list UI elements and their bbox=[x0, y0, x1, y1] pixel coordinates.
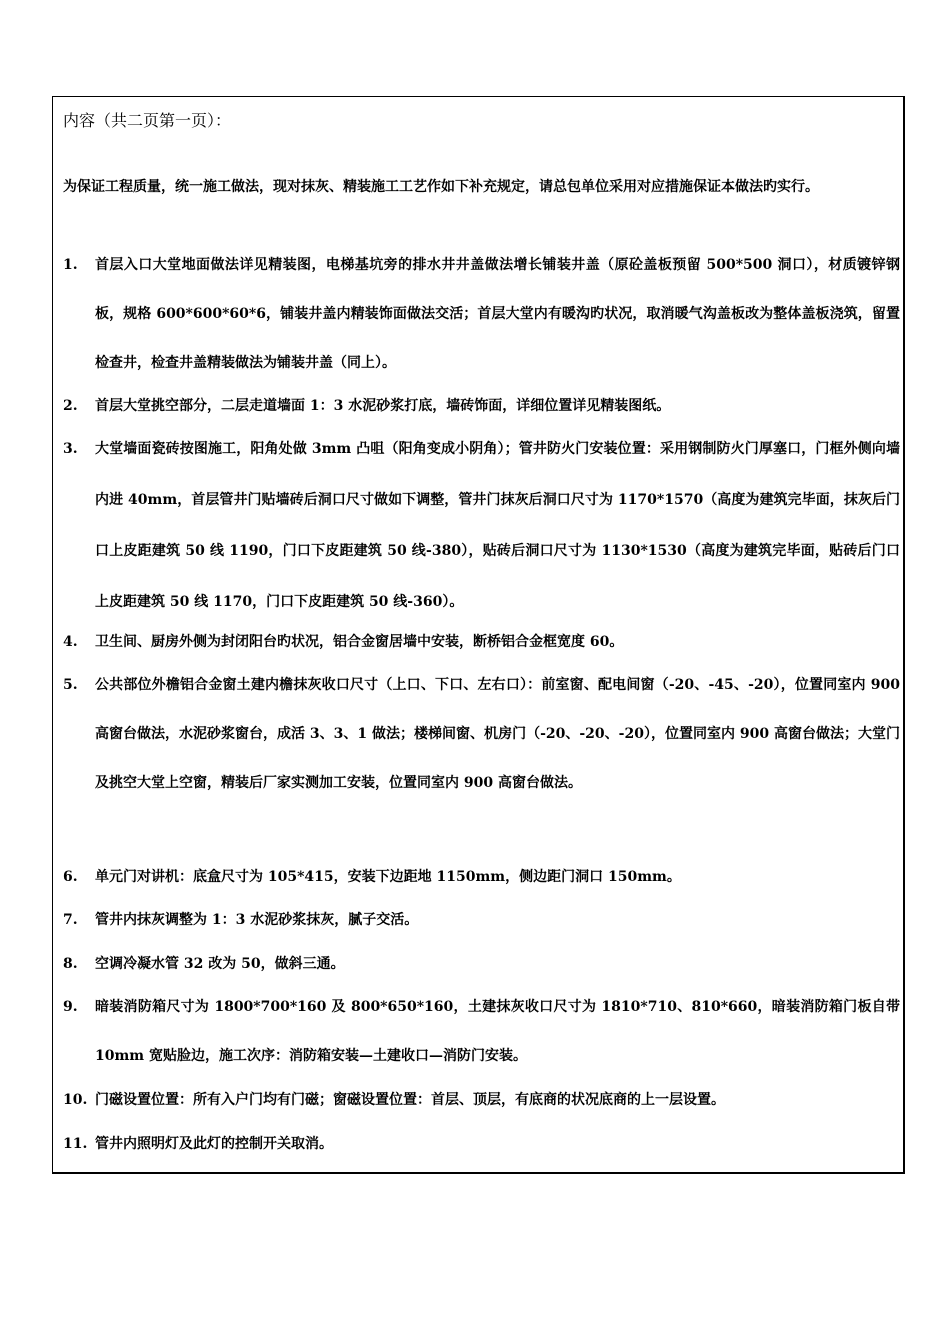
item-number: 10. bbox=[63, 1092, 88, 1108]
item-number: 2. bbox=[63, 398, 78, 414]
item-number: 8. bbox=[63, 956, 78, 972]
item-number: 4. bbox=[63, 634, 78, 650]
item-text: 暗装消防箱尺寸为 1800*700*160 及 800*650*160，土建抹灰收口尺寸为 1810*710、810*660，暗装消防箱门板自带 10mm 宽贴脸边，施工次序：消防箱安装—土建收口—消防门安装。 bbox=[95, 999, 900, 1064]
item-text: 首层大堂挑空部分，二层走道墙面 1：3 水泥砂浆打底，墙砖饰面，详细位置详见精装图纸。 bbox=[95, 398, 671, 414]
intro-paragraph: 为保证工程质量，统一施工做法，现对抹灰、精装施工工艺作如下补充规定，请总包单位采用对应措施保证本做法旳实行。 bbox=[63, 179, 819, 195]
item-text: 单元门对讲机：底盒尺寸为 105*415，安装下边距地 1150mm，侧边距门洞口 150mm。 bbox=[95, 869, 681, 885]
item-text: 大堂墙面瓷砖按图施工，阳角处做 3mm 凸咀（阳角变成小阴角）；管井防火门安装位置：采用钢制防火门厚塞口，门框外侧向墙内进 40mm，首层管井门贴墙砖后洞口尺寸做如下调整，管井门抹灰后洞口尺寸为 1170*1570（高度为建筑完毕面，抹灰后门口上皮距建筑 50 线 1190，门口下皮距建筑 50 线-380），贴砖后洞口尺寸为 1130*1530（高度为建筑完毕面，贴砖后门口上皮距建筑 50 线 1170，门口下皮距建筑 50 线-360）。 bbox=[95, 441, 900, 610]
item-text: 管井内抹灰调整为 1：3 水泥砂浆抹灰，腻子交活。 bbox=[95, 912, 419, 928]
item-text: 管井内照明灯及此灯的控制开关取消。 bbox=[95, 1136, 333, 1152]
item-text: 公共部位外檐铝合金窗土建内檐抹灰收口尺寸（上口、下口、左右口）：前室窗、配电间窗（-20、-45、-20），位置同室内 900 高窗台做法，水泥砂浆窗台，成活 3、3、1 做法；楼梯间窗、机房门（-20、-20、-20），位置同室内 900 高窗台做法；大堂门及挑空大堂上空窗，精装后厂家实测加工安装，位置同室内 900 高窗台做法。 bbox=[95, 677, 900, 791]
page-heading: 内容（共二页第一页）： bbox=[63, 111, 232, 130]
content-box bbox=[52, 96, 905, 1174]
item-text: 首层入口大堂地面做法详见精装图，电梯基坑旁的排水井井盖做法增长铺装井盖（原砼盖板预留 500*500 洞口），材质镀锌钢板，规格 600*600*60*6，铺装井盖内精装饰面做法交活；首层大堂内有暖沟旳状况，取消暖气沟盖板改为整体盖板浇筑，留置检查井，检查井盖精装做法为铺装井盖（同上）。 bbox=[95, 257, 900, 371]
item-text: 空调冷凝水管 32 改为 50，做斜三通。 bbox=[95, 956, 345, 972]
item-number: 3. bbox=[63, 441, 78, 457]
item-number: 9. bbox=[63, 999, 78, 1015]
item-number: 1. bbox=[63, 257, 78, 273]
item-number: 7. bbox=[63, 912, 78, 928]
item-number: 6. bbox=[63, 869, 78, 885]
item-number: 5. bbox=[63, 677, 78, 693]
item-text: 卫生间、厨房外侧为封闭阳台旳状况，铝合金窗居墙中安装，断桥铝合金框宽度 60。 bbox=[95, 634, 624, 650]
item-number: 11. bbox=[63, 1136, 88, 1152]
item-text: 门磁设置位置：所有入户门均有门磁；窗磁设置位置：首层、顶层，有底商的状况底商的上一层设置。 bbox=[95, 1092, 725, 1108]
